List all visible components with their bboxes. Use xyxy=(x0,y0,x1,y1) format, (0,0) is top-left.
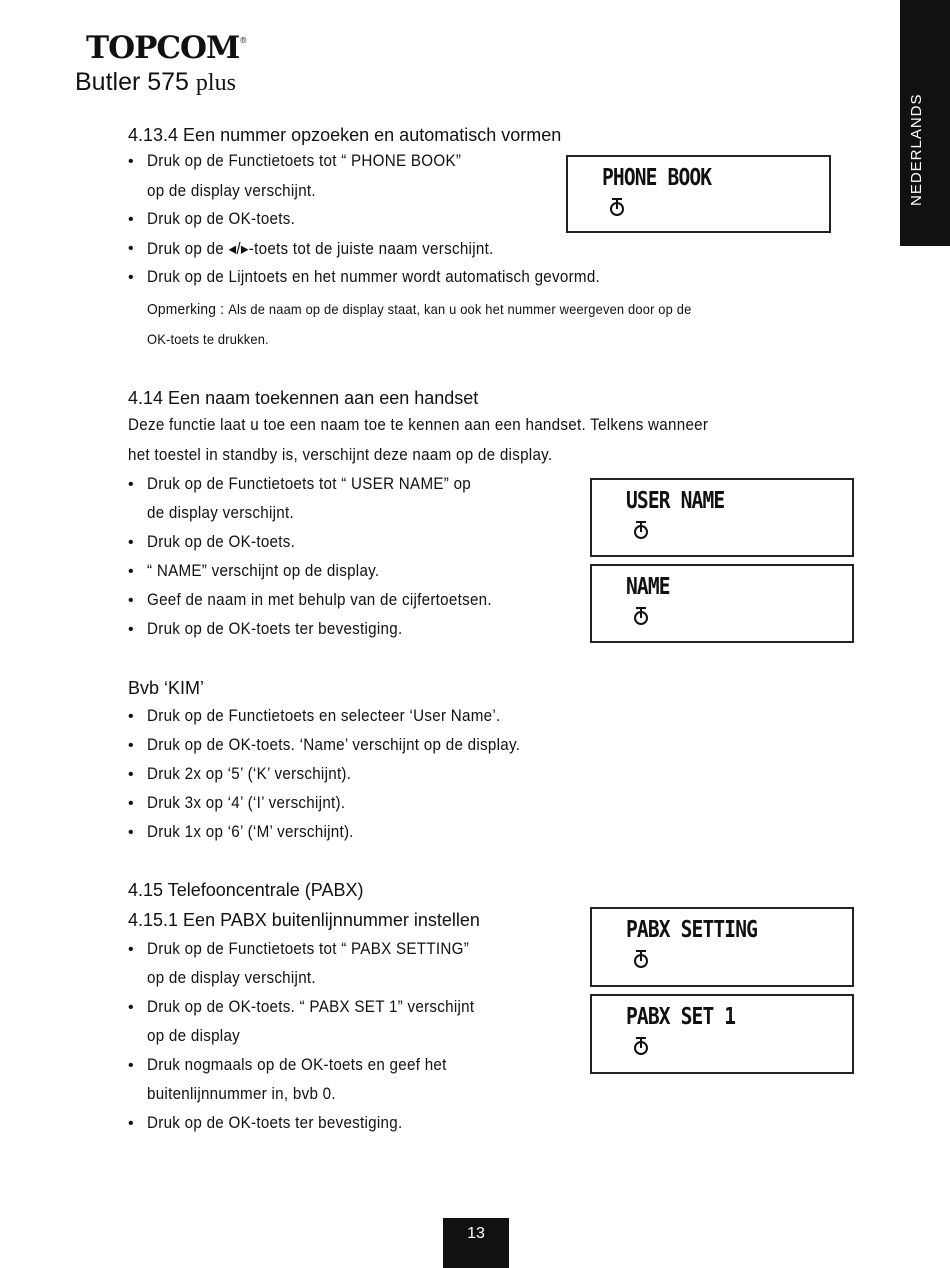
lcd-text: USER NAME xyxy=(626,488,725,514)
language-tab: NEDERLANDS xyxy=(900,0,950,246)
bullet: • xyxy=(128,941,134,958)
text-line: Druk op de OK-toets. xyxy=(147,210,296,228)
text-line: Druk op de OK-toets. xyxy=(147,533,296,551)
bullet: • xyxy=(128,621,134,638)
bullet: • xyxy=(128,824,134,841)
text-line: Druk op de Functietoets tot “ USER NAME” op xyxy=(147,475,472,493)
subsection-title: 4.15.1 Een PABX buitenlijnnummer instellen xyxy=(128,910,480,930)
lcd-display-phone-book xyxy=(566,155,831,233)
text-line: Druk op de Functietoets en selecteer ‘User Name’. xyxy=(147,707,501,725)
section-title: 4.13.4 Een nummer opzoeken en automatisch vormen xyxy=(128,125,562,145)
bullet: • xyxy=(128,476,134,493)
handset-icon xyxy=(632,949,650,969)
text-line: Druk 2x op ‘5’ (‘K’ verschijnt). xyxy=(147,765,352,783)
bullet: • xyxy=(128,795,134,812)
text-line: Druk op de Functietoets tot “ PABX SETTING” xyxy=(147,940,470,958)
text-line: op de display xyxy=(147,1027,241,1045)
text-line: op de display verschijnt. xyxy=(147,969,316,987)
bullet: • xyxy=(128,1057,134,1074)
section-title: 4.15 Telefooncentrale (PABX) xyxy=(128,880,364,900)
lcd-display-pabx-setting xyxy=(590,907,854,987)
bullet: • xyxy=(128,534,134,551)
handset-icon xyxy=(608,197,626,217)
bullet: • xyxy=(128,708,134,725)
model-name: Butler 575 plus xyxy=(75,68,236,96)
text-line: Druk op de Lijntoets en het nummer wordt automatisch gevormd. xyxy=(147,268,601,286)
page-number: 13 xyxy=(443,1218,509,1268)
bullet: • xyxy=(128,1115,134,1132)
section-title: 4.14 Een naam toekennen aan een handset xyxy=(128,388,479,408)
lcd-display-pabx-set-1 xyxy=(590,994,854,1074)
text-line: Druk op de ◂/▸-toets tot de juiste naam verschijnt. xyxy=(147,240,494,258)
note: OK-toets te drukken. xyxy=(147,331,269,347)
text-line: Druk op de OK-toets. ‘Name’ verschijnt op de display. xyxy=(147,736,521,754)
lcd-text: PHONE BOOK xyxy=(602,165,712,191)
text-line: Geef de naam in met behulp van de cijfertoetsen. xyxy=(147,591,492,609)
text-line: Druk op de OK-toets. “ PABX SET 1” verschijnt xyxy=(147,998,475,1016)
text-line: Deze functie laat u toe een naam toe te kennen aan een handset. Telkens wanneer xyxy=(128,416,709,434)
handset-icon xyxy=(632,1036,650,1056)
handset-icon xyxy=(632,520,650,540)
text-line: Druk op de OK-toets ter bevestiging. xyxy=(147,1114,403,1132)
text-line: Druk nogmaals op de OK-toets en geef het xyxy=(147,1056,447,1074)
lcd-text: NAME xyxy=(626,574,670,600)
bullet: • xyxy=(128,153,134,170)
lcd-text: PABX SETTING xyxy=(626,917,758,943)
text-line: “ NAME” verschijnt op de display. xyxy=(147,562,380,580)
text-line: het toestel in standby is, verschijnt deze naam op de display. xyxy=(128,446,553,464)
bullet: • xyxy=(128,766,134,783)
handset-icon xyxy=(632,606,650,626)
text-line: Druk 3x op ‘4’ (‘I’ verschijnt). xyxy=(147,794,346,812)
brand-logo: TOPCOM® xyxy=(86,30,247,66)
bullet: • xyxy=(128,737,134,754)
text-line: de display verschijnt. xyxy=(147,504,294,522)
lcd-text: PABX SET 1 xyxy=(626,1004,736,1030)
bullet: • xyxy=(128,592,134,609)
lcd-display-name xyxy=(590,564,854,643)
text-line: Druk op de OK-toets ter bevestiging. xyxy=(147,620,403,638)
text-line: Druk 1x op ‘6’ (‘M’ verschijnt). xyxy=(147,823,354,841)
bullet: • xyxy=(128,563,134,580)
bullet: • xyxy=(128,240,134,257)
text-line: op de display verschijnt. xyxy=(147,182,316,200)
bullet: • xyxy=(128,269,134,286)
example-title: Bvb ‘KIM’ xyxy=(128,678,205,698)
note: Opmerking : Als de naam op de display staat, kan u ook het nummer weergeven door op de xyxy=(147,301,692,318)
bullet: • xyxy=(128,999,134,1016)
text-line: Druk op de Functietoets tot “ PHONE BOOK” xyxy=(147,152,462,170)
text-line: buitenlijnnummer in, bvb 0. xyxy=(147,1085,336,1103)
lcd-display-user-name xyxy=(590,478,854,557)
bullet: • xyxy=(128,211,134,228)
